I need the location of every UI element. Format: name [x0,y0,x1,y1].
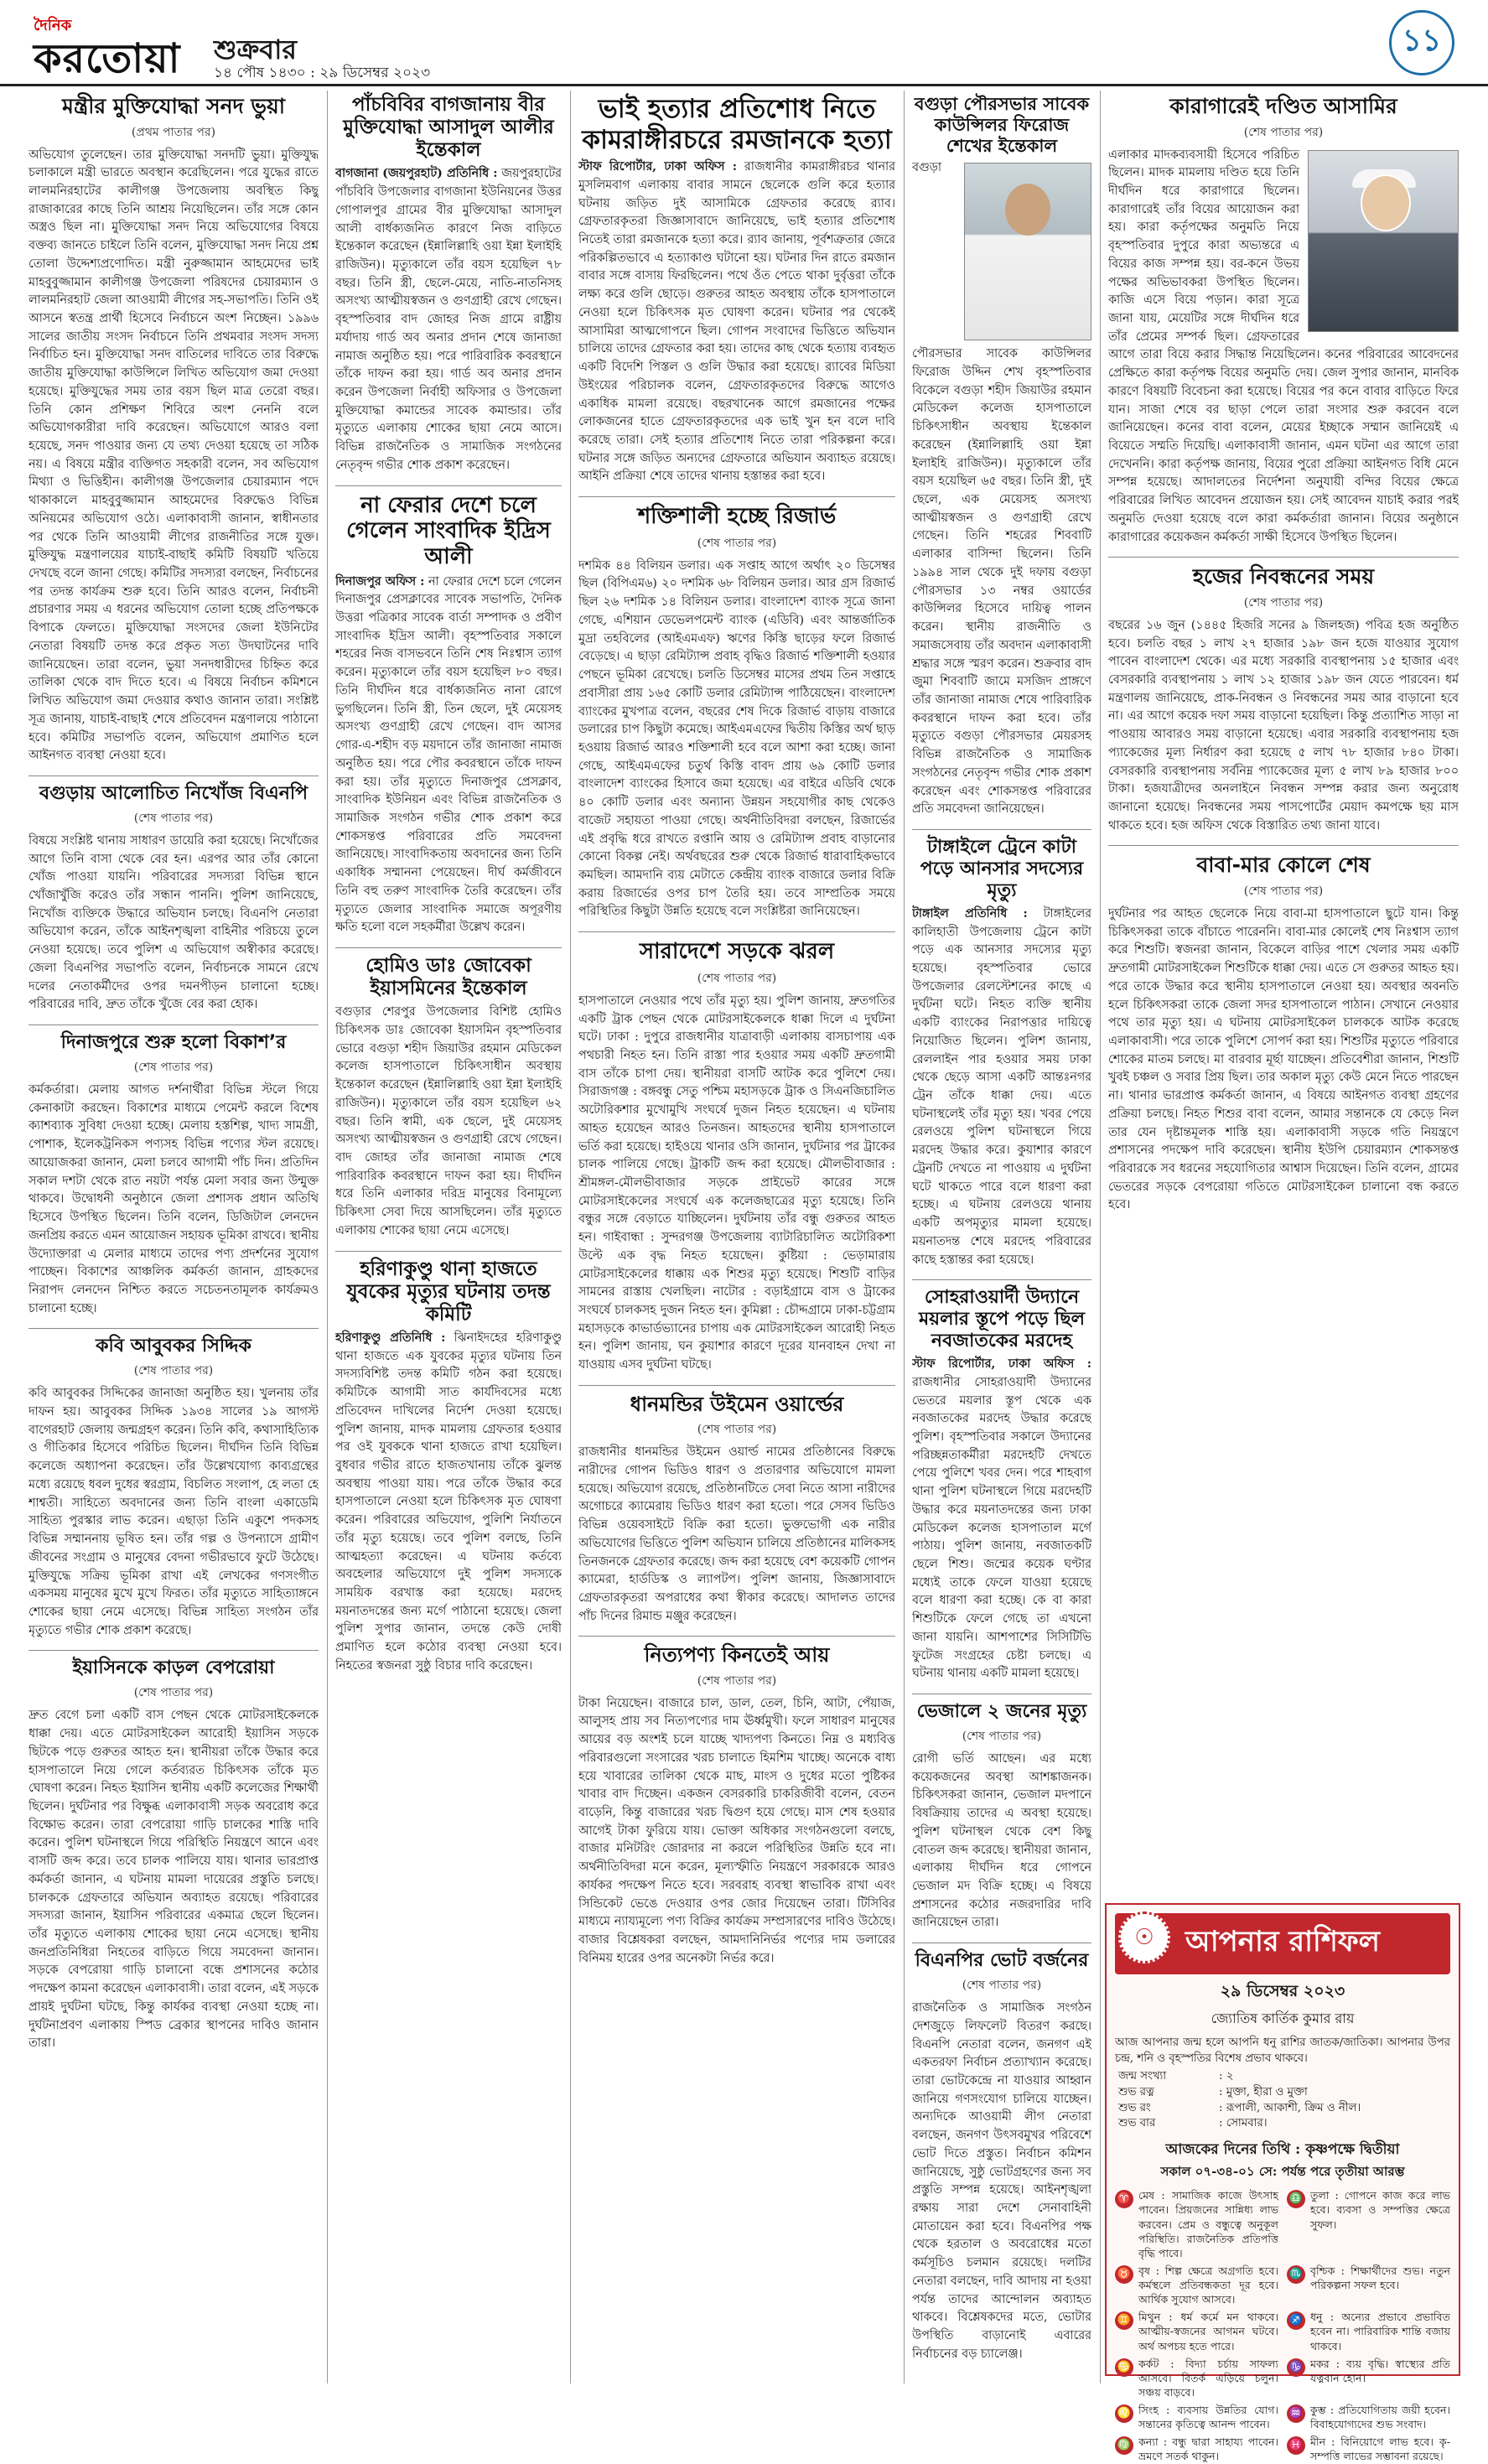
article-body: দশমিক ৪৪ বিলিয়ন ডলার। এক সপ্তাহ আগে অর্থাৎ ২০ ডিসেম্বর ছিল (বিপিএম৬) ২০ দশমিক ৬৮ বিলিয়ন ডলার। আর গ্রস রিজার্ভ ছিল ২৬ দশমিক ১৪ বিলিয়ন ডলার। বাংলাদেশ ব্যাংক সূত্রে জানা গেছে, এশিয়ান ডেভেলপমেন্ট ব্যাংক (এডিবি) এবং আন্তর্জাতিক মুদ্রা তহবিলের (আইএমএফ) ঋণের কিস্তি ছাড়ের ফলে রিজার্ভ বেড়েছে। এ ছাড়া রেমিট্যান্স প্রবাহ বৃদ্ধিও রিজার্ভ শক্তিশালী হওয়ার পেছনে ভূমিকা রেখেছে। চলতি ডিসেম্বর মাসের প্রথম তিন সপ্তাহে প্রবাসীরা প্রায় ১৬৫ কোটি ডলার রেমিট্যান্স পাঠিয়েছেন। বাংলাদেশ ব্যাংকের মুখপাত্র বলেন, বছরের শেষ দিকে রিজার্ভ বাড়ায় বাজারে ডলারের চাপ কিছুটা কমেছে। আইএমএফের দ্বিতীয় কিস্তির অর্থ ছাড় হওয়ায় রিজার্ভ আরও শক্তিশালী হবে বলে আশা করা হচ্ছে। জানা গেছে, আইএমএফের চতুর্থ কিস্তি বাবদ প্রায় ৬৯ কোটি ডলার বাংলাদেশ ব্যাংকের হিসাবে জমা হয়েছে। এর বাইরে এডিবি থেকে ৪০ কোটি ডলার এবং অন্যান্য উন্নয়ন সহযোগীর কাছ থেকেও বাজেট সহায়তা পাওয়া গেছে। অর্থনীতিবিদরা বলছেন, রিজার্ভের এই প্রবৃদ্ধি ধরে রাখতে রপ্তানি আয় ও রেমিট্যান্স প্রবাহ বাড়ানোর কোনো বিকল্প নেই। অর্থবছরের শুরু থেকে রিজার্ভ ধারাবাহিকভাবে কমছিল। আমদানি ব্যয় মেটাতে কেন্দ্রীয় ব্যাংক বাজারে ডলার বিক্রি করায় রিজার্ভের ওপর চাপ তৈরি হয়। তবে সাম্প্রতিক সময়ে পরিস্থিতির কিছুটা উন্নতি হয়েছে বলে সংশ্লিষ্টরা জানিয়েছেন। [578,558,895,919]
sagittarius-icon: ♐ [1287,2311,1305,2330]
headline: নিত্যপণ্য কিনতেই আয় [644,1643,830,1668]
continuation-note: (শেষ পাতার পর) [697,1423,777,1437]
divider [335,1251,562,1252]
article-body: দুর্ঘটনার পর আহত ছেলেকে নিয়ে বাবা-মা হাসপাতালে ছুটে যান। কিন্তু চিকিৎসকরা তাকে বাঁচাতে পারেননি। বাবা-মার কোলেই শেষ নিঃশ্বাস ত্যাগ করে শিশুটি। স্বজনরা জানান, বিকেলে বাড়ির পাশে খেলার সময় একটি দ্রুতগামী মোটরসাইকেল শিশুটিকে ধাক্কা দেয়। এতে সে গুরুতর আহত হয়। পরে তাকে উদ্ধার করে স্থানীয় হাসপাতালে নেওয়া হয়। অবস্থার অবনতি হলে চিকিৎসকরা তাকে জেলা সদর হাসপাতালে পাঠান। সেখানে নেওয়ার পথে তার মৃত্যু হয়। এ ঘটনায় মোটরসাইকেল চালককে আটক করেছে এলাকাবাসী। পরে তাকে পুলিশে সোপর্দ করা হয়। শিশুটির মৃত্যুতে পরিবারে শোকের মাতম চলছে। মা বারবার মূর্ছা যাচ্ছেন। প্রতিবেশীরা জানান, শিশুটি খুবই চঞ্চল ও সবার প্রিয় ছিল। তার অকাল মৃত্যু কেউ মেনে নিতে পারছেন না। থানার ভারপ্রাপ্ত কর্মকর্তা জানান, এ বিষয়ে আইনগত ব্যবস্থা গ্রহণের প্রক্রিয়া চলছে। নিহত শিশুর বাবা বলেন, আমার সন্তানকে যে কেড়ে নিল তার যেন দৃষ্টান্তমূলক শাস্তি হয়। এলাকাবাসী সড়কে গতি নিয়ন্ত্রণে প্রশাসনের পদক্ষেপ দাবি করেছেন। স্থানীয় ইউপি চেয়ারম্যান শোকসন্তপ্ত পরিবারকে সব ধরনের সহযোগিতার আশ্বাস দিয়েছেন। তিনি বলেন, গ্রামের ভেতরের সড়কে বেপরোয়া গতিতে মোটরসাইকেল চালানো বন্ধ করতে হবে। [1108,906,1459,1212]
issue-day: শুক্রবার [214,34,297,65]
headline: হরিণাকুণ্ডু থানা হাজতে যুবকের মৃত্যুর ঘটনায় তদন্ত কমিটি [346,1258,551,1325]
divider [29,1650,319,1651]
headline: বাবা-মার কোলে শেষ [1196,853,1371,878]
article-adulteration-deaths[interactable] [912,1701,1091,1932]
horoscope-date: ২৯ ডিসেম্বর ২০২৩ [1220,1982,1345,2000]
lucky-value: : রূপালী, আকাশী, ক্রিম ও নীল। [1219,2101,1361,2114]
article-kamrangirchar-murder[interactable] [578,94,895,486]
article-text: রাজধানীর কামরাঙ্গীরচর থানার মুসলিমবাগ এলাকায় বাবার সামনে ছেলেকে গুলি করে হত্যার ঘটনায় জড়িত দুই আসামিকে গ্রেফতার করেছে র‌্যাব। গ্রেফতারকৃতরা জিজ্ঞাসাবাদে জানিয়েছে, ভাই হত্যার প্রতিশোধ নিতেই তারা রমজানকে হত্যা করে। র‌্যাব জানায়, পূর্বশত্রুতার জেরে পরিকল্পিতভাবে এ হত্যাকাণ্ড ঘটানো হয়। ঘটনার দিন রাতে রমজান বাবার সঙ্গে বাসায় ফিরছিলেন। পথে ওঁত পেতে থাকা দুর্বৃত্তরা তাঁকে লক্ষ্য করে গুলি ছোড়ে। গুরুতর আহত অবস্থায় তাঁকে হাসপাতালে নেওয়া হলে চিকিৎসক মৃত ঘোষণা করেন। ঘটনার পর থেকেই আসামিরা আত্মগোপনে ছিল। গোপন সংবাদের ভিত্তিতে অভিযান চালিয়ে তাদের গ্রেফতার করা হয়। তাদের কাছ থেকে হত্যায় ব্যবহৃত একটি বিদেশি পিস্তল ও গুলি উদ্ধার করা হয়েছে। র‌্যাবের মিডিয়া উইংয়ের পরিচালক বলেন, গ্রেফতারকৃতদের বিরুদ্ধে আগেও একাধিক মামলা রয়েছে। বছরখানেক আগে রমজানের পক্ষের লোকজনের হাতে গ্রেফতারকৃতদের এক ভাই খুন হন বলে দাবি করেছে তারা। সেই হত্যার প্রতিশোধ নিতে তারা পরিকল্পনা করে। ঘটনার সঙ্গে জড়িত অন্যদের গ্রেফতারে অভিযান অব্যাহত রয়েছে। আইনি প্রক্রিয়া শেষে তাদের থানায় হস্তান্তর করা হবে। [578,160,895,484]
divider [912,1279,1091,1280]
continuation-note: (প্রথম পাতার পর) [131,125,216,139]
divider [335,485,562,486]
continuation-note: (শেষ পাতার পর) [1243,125,1324,139]
sign-gemini [1115,2310,1278,2352]
divider [29,1328,319,1329]
continuation-note: (শেষ পাতার পর) [1243,884,1324,898]
continuation-note: (শেষ পাতার পর) [133,1364,214,1378]
tithi: আজকের দিনের তিথি : কৃষ্ণপক্ষে দ্বিতীয়া [1165,2141,1400,2159]
column-divider [327,91,328,2384]
horoscope-intro: আজ আপনার জন্ম হলে আপনি ধনু রাশির জাতক/জাতিকা। আপনার উপর চন্দ্র, শনি ও বৃহস্পতির বিশেষ প্রভাব থাকবে। [1115,2036,1450,2065]
article-poet-abubakar[interactable] [29,1336,319,1640]
article-body: অভিযোগ তুলেছেন। তার মুক্তিযোদ্ধা সনদটি ভুয়া। মুক্তিযুদ্ধ চলাকালে মন্ত্রী ভারতে অবস্থান করেছিলেন। পরে যুদ্ধের রাতে লালমনিরহাটের কালীগঞ্জ উপজেলায় অবস্থিত কিছু রাজাকারের কাছে তিনি আশ্রয় নিয়েছিলেন। তাঁর সঙ্গে কোন অস্ত্রও ছিল না। মুক্তিযোদ্ধা সনদ নিয়ে অভিযোগের বিষয়ে বক্তব্য জানতে চাইলে তিনি বলেন, মুক্তিযোদ্ধা সনদ নিয়ে প্রশ্ন তোলা উদ্দেশ্যপ্রণোদিত। মন্ত্রী নুরুজ্জামান আহমেদের ভাই মাহবুবুজ্জামান কালীগঞ্জ উপজেলা পরিষদের চেয়ারম্যান ও লালমনিরহাট জেলা আওয়ামী লীগের সহ-সভাপতি। তিনি ওই আসনে স্বতন্ত্র প্রার্থী হিসেবে নির্বাচনে অংশ নিচ্ছেন। ১৯৯৬ সালের জাতীয় সংসদ নির্বাচনে তিনি প্রথমবার সংসদ সদস্য নির্বাচিত হন। মুক্তিযোদ্ধা সনদ বাতিলের দাবিতে তার বিরুদ্ধে জাতীয় মুক্তিযোদ্ধা কাউন্সিলে লিখিত অভিযোগ জমা দেওয়া হয়েছে। মুক্তিযুদ্ধের সময় তার বয়স ছিল মাত্র তেরো বছর। তিনি কোন প্রশিক্ষণ শিবিরে অংশ নেননি বলে অভিযোগকারীরা দাবি করেছেন। অভিযোগে আরও বলা হয়েছে, সনদ পাওয়ার জন্য যে তথ্য দেওয়া হয়েছে তা সঠিক নয়। এ বিষয়ে মন্ত্রীর ব্যক্তিগত সহকারী বলেন, সব অভিযোগ মিথ্যা ও ভিত্তিহীন। কালীগঞ্জ উপজেলার চেয়ারম্যান পদে থাকাকালে মাহবুবুজ্জামান আহমেদের বিরুদ্ধেও বিভিন্ন অনিয়মের অভিযোগ ওঠে। এলাকাবাসী জানান, স্বাধীনতার পর থেকে তিনি আওয়ামী লীগের রাজনীতির সঙ্গে যুক্ত। মুক্তিযুদ্ধ মন্ত্রণালয়ের যাচাই-বাছাই কমিটি বিষয়টি খতিয়ে দেখছে বলে জানা গেছে। কমিটির সদস্যরা বলছেন, নির্বাচনের পর তদন্ত কার্যক্রম শুরু হবে। তিনি আরও বলেন, নির্বাচনী প্রচারণার সময় এ ধরনের অভিযোগ তোলা হচ্ছে প্রতিপক্ষকে বিপাকে ফেলতে। মুক্তিযোদ্ধা সংসদের জেলা ইউনিটের নেতারা বিষয়টি তদন্ত করে প্রকৃত সত্য উদঘাটনের দাবি জানিয়েছেন। তারা বলেন, ভুয়া সনদধারীদের চিহ্নিত করে তালিকা থেকে বাদ দিতে হবে। এ বিষয়ে নির্বাচন কমিশনে লিখিত অভিযোগ জমা দেওয়ার কথাও জানান তারা। সংশ্লিষ্ট সূত্র জানায়, যাচাই-বাছাই শেষে প্রতিবেদন মন্ত্রণালয়ে পাঠানো হবে। কমিটির সভাপতি বলেন, অভিযোগ প্রমাণিত হলে আইনগত ব্যবস্থা নেওয়া হবে। [29,148,319,763]
article-commodity-income[interactable] [578,1643,895,1968]
article-harinakunda-custody[interactable] [335,1258,562,1676]
headline: পাঁচবিবির বাগজানায় বীর মুক্তিযোদ্ধা আসাদুল আলীর ইন্তেকাল [343,94,554,162]
sign-pisces [1287,2435,1450,2463]
horoscope-title: আপনার রাশিফল [1115,1913,1450,1974]
headline: কারাগারেই দণ্ডিত আসামির [1169,94,1397,118]
article-body: রোগী ভর্তি আছেন। এর মধ্যে কয়েকজনের অবস্থা আশঙ্কাজনক। চিকিৎসকরা জানান, ভেজাল মদপানে বিষক্রিয়ায় তাদের এ অবস্থা হয়েছে। পুলিশ ঘটনাস্থল থেকে বেশ কিছু বোতল জব্দ করেছে। স্থানীয়রা জানান, এলাকায় দীর্ঘদিন ধরে গোপনে ভেজাল মদ বিক্রি হচ্ছে। এ বিষয়ে প্রশাসনের কঠোর নজরদারির দাবি জানিয়েছেন তারা। [912,1751,1091,1930]
article-body [335,573,562,937]
masthead [0,0,1488,86]
article-body [578,158,895,486]
logo-prefix: দৈনিক [34,17,72,34]
article-text: ঝিনাইদহের হরিণাকুণ্ডু থানা হাজতে এক যুবকের মৃত্যুর ঘটনায় তিন সদস্যবিশিষ্ট তদন্ত কমিটি গঠন করা হয়েছে। কমিটিকে আগামী সাত কার্যদিবসের মধ্যে প্রতিবেদন দাখিলের নির্দেশ দেওয়া হয়েছে। পুলিশ জানায়, মাদক মামলায় গ্রেফতার হওয়ার পর ওই যুবককে থানা হাজতে রাখা হয়েছিল। বুধবার গভীর রাতে হাজতখানায় তাঁকে ঝুলন্ত অবস্থায় পাওয়া যায়। পরে তাঁকে উদ্ধার করে হাসপাতালে নেওয়া হলে চিকিৎসক মৃত ঘোষণা করেন। পরিবারের অভিযোগ, পুলিশি নির্যাতনে তাঁর মৃত্যু হয়েছে। তবে পুলিশ বলছে, তিনি আত্মহত্যা করেছেন। এ ঘটনায় কর্তব্যে অবহেলার অভিযোগে দুই পুলিশ সদস্যকে সাময়িক বরখাস্ত করা হয়েছে। মরদেহ ময়নাতদন্তের জন্য মর্গে পাঠানো হয়েছে। জেলা পুলিশ সুপার জানান, তদন্তে কেউ দোষী প্রমাণিত হলে কঠোর ব্যবস্থা নেওয়া হবে। নিহতের স্বজনরা সুষ্ঠু বিচার দাবি করেছেন। [335,1331,562,1673]
libra-icon: ♎ [1287,2190,1305,2208]
pisces-icon: ♓ [1287,2436,1305,2455]
sign-text: কুম্ভ : প্রতিযোগিতায় জয়ী হবেন। বিবাহযোগ্যদের শুভ সংবাদ। [1310,2404,1450,2431]
article-tangail-train[interactable] [912,837,1091,1269]
sign-aries [1115,2188,1278,2260]
lucky-key: শুভ বার [1118,2117,1156,2130]
aquarius-icon: ♒ [1287,2404,1305,2423]
cancer-icon: ♋ [1115,2358,1133,2377]
councilor-photo [964,163,1091,340]
article-bnp-boycott[interactable] [912,1950,1091,2363]
horoscope-box[interactable] [1105,1903,1460,2463]
leo-icon: ♌ [1115,2404,1133,2423]
newspaper-logo[interactable]: করতোয়া [34,35,181,82]
headline: বগুড়া পৌরসভার সাবেক কাউন্সিলর ফিরোজ শেখের ইন্তেকাল [914,94,1090,156]
article-bogura-missing-bnp[interactable] [29,783,319,1014]
continuation-note: (শেষ পাতার পর) [697,971,777,985]
article-body [335,1330,562,1676]
continuation-note: (শেষ পাতার পর) [1243,595,1324,610]
lucky-value: : মুক্তা, হীরা ও মুক্তা [1219,2085,1308,2098]
sign-libra [1287,2188,1450,2260]
headline: ধানমন্ডির উইমেন ওয়ার্ল্ডের [630,1392,844,1416]
article-reserve[interactable] [578,504,895,921]
continuation-note: (শেষ পাতার পর) [962,1979,1042,1993]
sign-capricorn [1287,2357,1450,2399]
headline: ভাই হত্যার প্রতিশোধ নিতে কামরাঙ্গীরচরে রমজানকে হত্যা [582,94,892,155]
divider [578,931,895,932]
virgo-icon: ♍ [1115,2436,1133,2455]
article-homeo-doctor[interactable] [335,955,562,1241]
headline: দিনাজপুরে শুরু হলো বিকাশ’র [60,1032,287,1054]
article-yasin-reckless[interactable] [29,1657,319,2053]
sign-aquarius [1287,2403,1450,2431]
article-journalist-idris[interactable] [335,493,562,937]
sign-taurus [1115,2264,1278,2306]
byline: স্টাফ রিপোর্টার, ঢাকা অফিস : [578,160,737,174]
column-divider [570,91,571,2384]
continuation-note: (শেষ পাতার পর) [133,1061,214,1075]
article-body: বগুড়া পৌরসভার সাবেক কাউন্সিলর ফিরোজ উদ্দিন শেখ বৃহস্পতিবার বিকেলে বগুড়া শহীদ জিয়াউর রহমান মেডিকেল কলেজ হাসপাতালে চিকিৎসাধীন অবস্থায় ইন্তেকাল করেছেন (ইন্নালিল্লাহি ওয়া ইন্না ইলাইহি রাজিউন)। মৃত্যুকালে তাঁর বয়স হয়েছিল ৬৫ বছর। তিনি স্ত্রী, দুই ছেলে, এক মেয়েসহ অসংখ্য আত্মীয়স্বজন ও গুণগ্রাহী রেখে গেছেন। তিনি শহরের শিববাটি এলাকার বাসিন্দা ছিলেন। তিনি ১৯৯৪ সাল থেকে দুই দফায় বগুড়া পৌরসভার ১৩ নম্বর ওয়ার্ডের কাউন্সিলর হিসেবে দায়িত্ব পালন করেন। স্থানীয় রাজনীতি ও সমাজসেবায় তাঁর অবদান এলাকাবাসী শ্রদ্ধার সঙ্গে স্মরণ করেন। শুক্রবার বাদ জুমা শিববাটি জামে মসজিদ প্রাঙ্গণে তাঁর জানাজা নামাজ শেষে পারিবারিক কবরস্থানে দাফন করা হবে। তাঁর মৃত্যুতে বগুড়া পৌরসভার মেয়রসহ বিভিন্ন রাজনৈতিক ও সামাজিক সংগঠনের নেতৃবৃন্দ গভীর শোক প্রকাশ করেছেন এবং শোকসন্তপ্ত পরিবারের প্রতি সমবেদনা জানিয়েছেন। [912,161,1091,817]
article-newborn-body[interactable] [912,1287,1091,1683]
taurus-icon: ♉ [1115,2265,1133,2284]
byline: স্টাফ রিপোর্টার, ঢাকা অফিস : [912,1357,1091,1372]
headline: সারাদেশে সড়কে ঝরল [639,939,835,965]
sign-text: মিথুন : ধর্ম কর্মে মন থাকবে। আত্মীয়-স্বজনের আগমন ঘটবে। অর্থ অপচয় হতে পারে। [1138,2311,1278,2352]
article-text: টাঙ্গাইলের কালিহাতী উপজেলায় ট্রেনে কাটা পড়ে এক আনসার সদস্যের মৃত্যু হয়েছে। বৃহস্পতিবার ভোরে উপজেলার রেলস্টেশনের কাছে এ দুর্ঘটনা ঘটে। নিহত ব্যক্তি স্থানীয় একটি ব্যাংকের নিরাপত্তার দায়িত্বে নিয়োজিত ছিলেন। পুলিশ জানায়, রেললাইন পার হওয়ার সময় ঢাকা থেকে ছেড়ে আসা একটি আন্তঃনগর ট্রেন তাঁকে ধাক্কা দেয়। এতে ঘটনাস্থলেই তাঁর মৃত্যু হয়। খবর পেয়ে রেলওয়ে পুলিশ ঘটনাস্থলে গিয়ে মরদেহ উদ্ধার করে। কুয়াশার কারণে ট্রেনটি দেখতে না পাওয়ায় এ দুর্ঘটনা ঘটে থাকতে পারে বলে ধারণা করা হচ্ছে। এ ঘটনায় রেলওয়ে থানায় একটি অপমৃত্যুর মামলা হয়েছে। ময়নাতদন্ত শেষে মরদেহ পরিবারের কাছে হস্তান্তর করা হয়েছে। [912,906,1091,1267]
zodiac-wheel-icon: ☉ [1118,1912,1170,1963]
headline: টাঙ্গাইলে ট্রেনে কাটা পড়ে আনসার সদস্যের মৃত্যু [920,836,1084,901]
byline: টাঙ্গাইল প্রতিনিধি : [912,906,1028,921]
byline: হরিণাকুণ্ডু প্রতিনিধি : [335,1331,446,1345]
sign-scorpio [1287,2264,1450,2306]
sign-text: কর্কট : বিদ্যা চর্চায় সাফল্য আসবে। বিতর্ক এড়িয়ে চলুন। সঞ্চয় বাড়বে। [1138,2357,1278,2399]
article-text: না ফেরার দেশে চলে গেলেন দিনাজপুর প্রেসক্লাবের সাবেক সভাপতি, দৈনিক উত্তরা পত্রিকার সাবেক বার্তা সম্পাদক ও প্রবীণ সাংবাদিক ইদ্রিস আলী। বৃহস্পতিবার সকালে শহরের নিজ বাসভবনে তিনি শেষ নিঃশ্বাস ত্যাগ করেন। মৃত্যুকালে তাঁর বয়স হয়েছিল ৮০ বছর। তিনি দীর্ঘদিন ধরে বার্ধক্যজনিত নানা রোগে ভুগছিলেন। তিনি স্ত্রী, তিন ছেলে, দুই মেয়েসহ অসংখ্য গুণগ্রাহী রেখে গেছেন। বাদ আসর গোর-এ-শহীদ বড় ময়দানে তাঁর জানাজা নামাজ অনুষ্ঠিত হয়। পরে পৌর কবরস্থানে তাঁকে দাফন করা হয়। তাঁর মৃত্যুতে দিনাজপুর প্রেসক্লাব, সাংবাদিক ইউনিয়ন এবং বিভিন্ন রাজনৈতিক ও সামাজিক সংগঠন গভীর শোক প্রকাশ করে শোকসন্তপ্ত পরিবারের প্রতি সমবেদনা জানিয়েছে। সাংবাদিকতায় অবদানের জন্য তিনি একাধিক সম্মাননা পেয়েছেন। দীর্ঘ কর্মজীবনে তিনি বহু তরুণ সাংবাদিক তৈরি করেছেন। তাঁর মৃত্যুতে জেলার সাংবাদিক সমাজে অপূরণীয় ক্ষতি হলো বলে সহকর্মীরা উল্লেখ করেন। [335,574,562,935]
wedding-photo [1308,150,1459,332]
article-road-accidents[interactable] [578,939,895,1375]
article-text: রাজধানীর সোহরাওয়ার্দী উদ্যানের ভেতরে ময়লার স্তূপ থেকে এক নবজাতকের মরদেহ উদ্ধার করেছে পুলিশ। বৃহস্পতিবার সকালে উদ্যানের পরিচ্ছন্নতাকর্মীরা মরদেহটি দেখতে পেয়ে পুলিশে খবর দেন। পরে শাহবাগ থানা পুলিশ ঘটনাস্থলে গিয়ে মরদেহটি উদ্ধার করে ময়নাতদন্তের জন্য ঢাকা মেডিকেল কলেজ হাসপাতাল মর্গে পাঠায়। পুলিশ জানায়, নবজাতকটি ছেলে শিশু। জন্মের কয়েক ঘণ্টার মধ্যেই তাকে ফেলে যাওয়া হয়েছে বলে ধারণা করা হচ্ছে। কে বা কারা শিশুটিকে ফেলে গেছে তা এখনো জানা যায়নি। আশপাশের সিসিটিভি ফুটেজ সংগ্রহের চেষ্টা চলছে। এ ঘটনায় থানায় একটি মামলা হয়েছে। [912,1375,1091,1681]
gemini-icon: ♊ [1115,2311,1133,2330]
sign-cancer [1115,2357,1278,2399]
lucky-row [1118,2101,1447,2117]
article-body: রাজধানীর ধানমন্ডির উইমেন ওয়ার্ল্ড নামের প্রতিষ্ঠানের বিরুদ্ধে নারীদের গোপন ভিডিও ধারণ ও প্রতারণার অভিযোগে মামলা হয়েছে। অভিযোগ রয়েছে, প্রতিষ্ঠানটিতে সেবা নিতে আসা নারীদের অগোচরে ক্যামেরায় ভিডিও ধারণ করা হতো। পরে সেসব ভিডিও বিভিন্ন ওয়েবসাইটে বিক্রি করা হতো। ভুক্তভোগী এক নারীর অভিযোগের ভিত্তিতে পুলিশ অভিযান চালিয়ে প্রতিষ্ঠানের মালিকসহ তিনজনকে গ্রেফতার করেছে। জব্দ করা হয়েছে বেশ কয়েকটি গোপন ক্যামেরা, হার্ডডিস্ক ও ল্যাপটপ। পুলিশ জানায়, জিজ্ঞাসাবাদে গ্রেফতারকৃতরা অপরাধের কথা স্বীকার করেছে। আদালত তাদের পাঁচ দিনের রিমান্ড মঞ্জুর করেছেন। [578,1445,895,1623]
article-prison-wedding[interactable] [1108,94,1459,547]
lucky-list [1107,2067,1459,2135]
tithi-time: সকাল ০৭-৩৪-০১ সে: পর্যন্ত পরে তৃতীয়া আরম্ভ [1160,2164,1405,2180]
column-4 [912,91,1091,2388]
article-councilor-death[interactable] [912,94,1091,819]
lucky-key: জন্ম সংখ্যা [1118,2069,1167,2083]
column-divider [1100,91,1101,2384]
sign-text: ধনু : অন্যের প্রভাবে প্রভাবিত হবেন না। পারিবারিক শান্তি বজায় থাকবে। [1310,2311,1450,2352]
column-1 [29,91,319,2388]
article-body: দ্রুত বেগে চলা একটি বাস পেছন থেকে মোটরসাইকেলকে ধাক্কা দেয়। এতে মোটরসাইকেল আরোহী ইয়াসিন সড়কে ছিটকে পড়ে গুরুতর আহত হন। স্থানীয়রা তাঁকে উদ্ধার করে হাসপাতালে নিয়ে গেলে কর্তব্যরত চিকিৎসক তাঁকে মৃত ঘোষণা করেন। নিহত ইয়াসিন স্থানীয় একটি কলেজের শিক্ষার্থী ছিলেন। দুর্ঘটনার পর বিক্ষুব্ধ এলাকাবাসী সড়ক অবরোধ করে বিক্ষোভ করেন। তারা বেপরোয়া গাড়ি চালকের শাস্তি দাবি করেন। পুলিশ ঘটনাস্থলে গিয়ে পরিস্থিতি নিয়ন্ত্রণে আনে এবং বাসটি জব্দ করে। তবে চালক পালিয়ে যায়। থানার ভারপ্রাপ্ত কর্মকর্তা জানান, এ ঘটনায় মামলা দায়েরের প্রস্তুতি চলছে। চালককে গ্রেফতারে অভিযান অব্যাহত রয়েছে। পরিবারের সদস্যরা জানান, ইয়াসিন পরিবারের একমাত্র ছেলে ছিলেন। তাঁর মৃত্যুতে এলাকায় শোকের ছায়া নেমে এসেছে। স্থানীয় জনপ্রতিনিধিরা নিহতের বাড়িতে গিয়ে সমবেদনা জানান। সড়কে বেপরোয়া গাড়ি চালানো বন্ধে প্রশাসনের কঠোর পদক্ষেপ কামনা করেছেন এলাকাবাসী। তারা বলেন, এই সড়কে প্রায়ই দুর্ঘটনা ঘটছে, কিন্তু কার্যকর ব্যবস্থা নেওয়া হচ্ছে না। দুর্ঘটনাপ্রবণ এলাকায় স্পিড ব্রেকার স্থাপনের দাবিও জানান তারা। [29,1709,319,2051]
continuation-note: (শেষ পাতার পর) [133,1686,214,1700]
article-body: হাসপাতালে নেওয়ার পথে তাঁর মৃত্যু হয়। পুলিশ জানায়, দ্রুতগতির একটি ট্রাক পেছন থেকে মোটরসাইকেলকে ধাক্কা দিলে এ দুর্ঘটনা ঘটে। ঢাকা : দুপুরে রাজধানীর যাত্রাবাড়ী এলাকায় বাসচাপায় এক পথচারী নিহত হন। তিনি রাস্তা পার হওয়ার সময় একটি দ্রুতগামী বাস তাঁকে চাপা দেয়। স্থানীয়রা বাসটি আটক করে পুলিশে দেয়। সিরাজগঞ্জ : বঙ্গবন্ধু সেতু পশ্চিম মহাসড়কে ট্রাক ও সিএনজিচালিত অটোরিকশার মুখোমুখি সংঘর্ষে দুজন নিহত হয়েছেন। এ ঘটনায় আহত হয়েছেন আরও তিনজন। আহতদের স্থানীয় হাসপাতালে ভর্তি করা হয়েছে। হাইওয়ে থানার ওসি জানান, দুর্ঘটনার পর ট্রাকের চালক পালিয়ে গেছে। ট্রাকটি জব্দ করা হয়েছে। মৌলভীবাজার : শ্রীমঙ্গল-মৌলভীবাজার সড়কে প্রাইভেট কারের সঙ্গে মোটরসাইকেলের সংঘর্ষে এক কলেজছাত্রের মৃত্যু হয়েছে। তিনি বন্ধুর সঙ্গে বেড়াতে যাচ্ছিলেন। দুর্ঘটনায় তাঁর বন্ধু গুরুতর আহত হন। গাইবান্ধা : সুন্দরগঞ্জ উপজেলায় ব্যাটারিচালিত অটোরিকশা উল্টে এক বৃদ্ধ নিহত হয়েছেন। কুষ্টিয়া : ভেড়ামারায় মোটরসাইকেলের ধাক্কায় এক শিশুর মৃত্যু হয়েছে। শিশুটি বাড়ির সামনের রাস্তায় খেলছিল। নাটোর : বড়াইগ্রামে বাস ও ট্রাকের সংঘর্ষে চালকসহ দুজন নিহত হন। কুমিল্লা : চৌদ্দগ্রামে ঢাকা-চট্টগ্রাম মহাসড়কে কাভার্ডভ্যানের চাপায় এক মোটরসাইকেল আরোহী নিহত হন। পুলিশ জানায়, ঘন কুয়াশার কারণে দূরের যানবাহন দেখা না যাওয়ায় এসব দুর্ঘটনা ঘটছে। [578,993,895,1372]
zodiac-signs [1107,2188,1459,2463]
continuation-note: (শেষ পাতার পর) [962,1729,1042,1743]
article-dinajpur-bkash[interactable] [29,1032,319,1318]
article-body: কর্মকর্তারা। মেলায় আগত দর্শনার্থীরা বিভিন্ন স্টলে গিয়ে কেনাকাটা করছেন। বিকাশের মাধ্যমে পেমেন্ট করলে বিশেষ ক্যাশব্যাক সুবিধা দেওয়া হচ্ছে। মেলায় হস্তশিল্প, খাদ্য সামগ্রী, পোশাক, ইলেকট্রনিকস পণ্যসহ বিভিন্ন পণ্যের স্টল রয়েছে। আয়োজকরা জানান, মেলা চলবে আগামী পাঁচ দিন। প্রতিদিন সকাল দশটা থেকে রাত নয়টা পর্যন্ত মেলা সবার জন্য উন্মুক্ত থাকবে। উদ্বোধনী অনুষ্ঠানে জেলা প্রশাসক প্রধান অতিথি হিসেবে উপস্থিত ছিলেন। তিনি বলেন, ডিজিটাল লেনদেন জনপ্রিয় করতে এমন আয়োজন সহায়ক ভূমিকা রাখবে। স্থানীয় উদ্যোক্তারা এ মেলার মাধ্যমে তাদের পণ্য প্রদর্শনের সুযোগ পাচ্ছেন। বিকাশের আঞ্চলিক কর্মকর্তা জানান, গ্রাহকদের নিরাপদ লেনদেন নিশ্চিত করতে সচেতনতামূলক কার্যক্রমও চালানো হচ্ছে। [29,1083,319,1315]
article-body: কবি আবুবকর সিদ্দিকের জানাজা অনুষ্ঠিত হয়। খুলনায় তাঁর দাফন হয়। আবুবকর সিদ্দিক ১৯৩৪ সালের ১৯ আগস্ট বাগেরহাট জেলায় জন্মগ্রহণ করেন। তিনি কবি, কথাসাহিত্যিক ও গীতিকার হিসেবে পরিচিত ছিলেন। দীর্ঘদিন তিনি বিভিন্ন কলেজে অধ্যাপনা করেছেন। তাঁর উল্লেখযোগ্য কাব্যগ্রন্থের মধ্যে রয়েছে ধবল দুধের স্বরগ্রাম, বিচলিত সংলাপ, হে লতা হে শাশ্বতী। সাহিত্যে অবদানের জন্য তিনি বাংলা একাডেমি সাহিত্য পুরস্কার লাভ করেন। এছাড়া তিনি একুশে পদকসহ বিভিন্ন সম্মাননায় ভূষিত হন। তাঁর গল্প ও উপন্যাসে গ্রামীণ জীবনের সংগ্রাম ও মানুষের বেদনা গভীরভাবে ফুটে উঠেছে। মুক্তিযুদ্ধে সক্রিয় ভূমিকা রাখা এই লেখকের গণসংগীত একসময় মানুষের মুখে মুখে ফিরত। তাঁর মৃত্যুতে সাহিত্যাঙ্গনে শোকের ছায়া নেমে এসেছে। বিভিন্ন সাহিত্য সংগঠন তাঁর মৃত্যুতে গভীর শোক প্রকাশ করেছে। [29,1387,319,1637]
headline: সোহরাওয়ার্দী উদ্যানে ময়লার স্তূপে পড়ে ছিল নবজাতকের মরদেহ [918,1287,1086,1352]
article-body: বগুড়ার শেরপুর উপজেলার বিশিষ্ট হোমিও চিকিৎসক ডাঃ জোবেকা ইয়াসমিন বৃহস্পতিবার ভোরে বগুড়া শহীদ জিয়াউর রহমান মেডিকেল কলেজ হাসপাতালে চিকিৎসাধীন অবস্থায় ইন্তেকাল করেছেন (ইন্নালিল্লাহি ওয়া ইন্না ইলাইহি রাজিউন)। মৃত্যুকালে তাঁর বয়স হয়েছিল ৬২ বছর। তিনি স্বামী, এক ছেলে, দুই মেয়েসহ অসংখ্য আত্মীয়স্বজন ও গুণগ্রাহী রেখে গেছেন। বাদ জোহর তাঁর জানাজা নামাজ শেষে পারিবারিক কবরস্থানে দাফন করা হয়। দীর্ঘদিন ধরে তিনি এলাকার দরিদ্র মানুষের বিনামূল্যে চিকিৎসা সেবা দিয়ে আসছিলেন। তাঁর মৃত্যুতে এলাকায় শোকের ছায়া নেমে এসেছে। [335,1005,562,1237]
issue-date: ১৪ পৌষ ১৪৩০ : ২৯ ডিসেম্বর ২০২৩ [214,65,431,81]
headline: না ফেরার দেশে চলে গেলেন সাংবাদিক ইদ্রিস আলী [346,492,551,569]
portrait-head [1005,184,1050,236]
lucky-value: : ২ [1219,2069,1234,2083]
divider [1108,845,1459,846]
article-body [912,905,1091,1269]
continuation-note: (শেষ পাতার পর) [697,536,777,550]
article-parents-lap[interactable] [1108,853,1459,1215]
portrait-head [1361,174,1411,231]
sign-text: বৃষ : শিল্প ক্ষেত্রে অগ্রগতি হবে। কর্মস্থলে প্রতিবন্ধকতা দূর হবে। আর্থিক সুযোগ আসবে। [1138,2264,1278,2306]
article-body [912,1356,1091,1683]
divider [1108,557,1459,558]
column-3 [578,91,895,2388]
divider [578,496,895,497]
article-body: এলাকার মাদকব্যবসায়ী হিসেবে পরিচিত ছিলেন। মাদক মামলায় দণ্ডিত হয়ে তিনি দীর্ঘদিন ধরে কারাগারে ছিলেন। কারাগারেই তাঁর বিয়ের আয়োজন করা হয়। কারা কর্তৃপক্ষের অনুমতি নিয়ে বৃহস্পতিবার দুপুরে কারা অভ্যন্তরে এ বিয়ের কাজ সম্পন্ন হয়। বর-কনে উভয় পক্ষের অভিভাবকরা উপস্থিত ছিলেন। কাজি এসে বিয়ে পড়ান। কারা সূত্রে জানা যায়, মেয়েটির সঙ্গে দীর্ঘদিন ধরে তাঁর প্রেমের সম্পর্ক ছিল। গ্রেফতারের আগে তারা বিয়ে করার সিদ্ধান্ত নিয়েছিলেন। কনের পরিবারের আবেদনের প্রেক্ষিতে কারা কর্তৃপক্ষ বিয়ের অনুমতি দেয়। জেল সুপার জানান, মানবিক কারণে বিষয়টি বিবেচনা করা হয়েছে। বিয়ের পর কনে বাবার বাড়িতে ফিরে যান। সাজা শেষে বর ছাড়া পেলে তারা সংসার শুরু করবেন বলে জানিয়েছেন। কনের বাবা বলেন, মেয়ের ইচ্ছাকে সম্মান জানিয়েই এ বিয়েতে সম্মতি দিয়েছি। এলাকাবাসী জানান, এমন ঘটনা এর আগে তারা দেখেননি। কারা কর্তৃপক্ষ জানায়, বিয়ের পুরো প্রক্রিয়া আইনগত বিধি মেনে সম্পন্ন হয়েছে। আদালতের নির্দেশনা অনুযায়ী বন্দির বিয়ের ক্ষেত্রে পরিবারের লিখিত আবেদন প্রয়োজন হয়। সেই আবেদন যাচাই করার পরই অনুমতি দেওয়া হয়েছে বলে কারা কর্মকর্তারা জানান। বিয়ের অনুষ্ঠানে কারাগারের কয়েকজন কর্মকর্তা সাক্ষী হিসেবে উপস্থিত ছিলেন। [1108,148,1459,544]
article-body: বিষয়ে সংশ্লিষ্ট থানায় সাধারণ ডায়েরি করা হয়েছে। নিখোঁজের আগে তিনি বাসা থেকে বের হন। এরপর আর তাঁর কোনো খোঁজ পাওয়া যায়নি। পরিবারের সদস্যরা বিভিন্ন স্থানে খোঁজাখুঁজি করেও তাঁর সন্ধান পাননি। পুলিশ জানিয়েছে, নিখোঁজ ব্যক্তিকে উদ্ধারে অভিযান চলছে। বিএনপি নেতারা অভিযোগ করেন, তাঁকে আইনশৃঙ্খলা বাহিনীর পরিচয়ে তুলে নেওয়া হয়েছে। তবে পুলিশ এ অভিযোগ অস্বীকার করেছে। জেলা বিএনপির সভাপতি বলেন, নির্বাচনকে সামনে রেখে দলের নেতাকর্মীদের ওপর দমনপীড়ন চালানো হচ্ছে। পরিবারের দাবি, দ্রুত তাঁকে খুঁজে বের করা হোক। [29,833,319,1012]
divider [578,1385,895,1386]
sign-text: মেষ : সামাজিক কাজে উৎসাহ পাবেন। প্রিয়জনের সান্নিধ্য লাভ করবেন। প্রেম ও বন্ধুত্বে অনুকূল পরিস্থিতি। রাজনৈতিক প্রতিপত্তি বৃদ্ধি পাবে। [1138,2189,1278,2259]
divider [335,947,562,948]
astrologer-name: জ্যোতিষ কার্তিক কুমার রায় [1211,2010,1355,2026]
article-text: জয়পুরহাটের পাঁচবিবি উপজেলার বাগজানা ইউনিয়নের উত্তর গোপালপুর গ্রামের বীর মুক্তিযোদ্ধা আসাদুল আলী বার্ধক্যজনিত কারণে নিজ বাড়িতে ইন্তেকাল করেছেন (ইন্নালিল্লাহি ওয়া ইন্না ইলাইহি রাজিউন)। মৃত্যুকালে তাঁর বয়স হয়েছিল ৭৮ বছর। তিনি স্ত্রী, ছেলে-মেয়ে, নাতি-নাতনিসহ অসংখ্য আত্মীয়স্বজন ও গুণগ্রাহী রেখে গেছেন। বৃহস্পতিবার বাদ জোহর নিজ গ্রামে রাষ্ট্রীয় মর্যাদায় গার্ড অব অনার প্রদান শেষে জানাজা নামাজ অনুষ্ঠিত হয়। পরে পারিবারিক কবরস্থানে তাঁকে দাফন করা হয়। গার্ড অব অনার প্রদান করেন উপজেলা নির্বাহী অফিসার ও উপজেলা মুক্তিযোদ্ধা কমান্ডের সাবেক কমান্ডার। তাঁর মৃত্যুতে এলাকায় শোকের ছায়া নেমে আসে। বিভিন্ন রাজনৈতিক ও সামাজিক সংগঠনের নেতৃবৃন্দ গভীর শোক প্রকাশ করেছেন। [335,167,562,472]
article-body: বছরের ১৬ জুন (১৪৪৫ হিজরি সনের ৯ জিলহজ) পবিত্র হজ অনুষ্ঠিত হবে। চলতি বছর ১ লাখ ২৭ হাজার ১৯৮ জন হজে যাওয়ার সুযোগ পাবেন বাংলাদেশ থেকে। এর মধ্যে সরকারি ব্যবস্থাপনায় ১৫ হাজার এবং বেসরকারি ব্যবস্থাপনায় ১ লাখ ১২ হাজার ১৯৮ জন যেতে পারবেন। ধর্ম মন্ত্রণালয় জানিয়েছে, প্রাক-নিবন্ধন ও নিবন্ধনের সময় আর বাড়ানো হবে না। এর আগে কয়েক দফা সময় বাড়ানো হয়েছিল। কিন্তু প্রত্যাশিত সাড়া না পাওয়ায় আবারও সময় বাড়ানো হয়েছে। এবার সরকারি ব্যবস্থাপনায় হজ প্যাকেজের মূল্য নির্ধারণ করা হয়েছে ৫ লাখ ৭৮ হাজার ৮৪০ টাকা। বেসরকারি ব্যবস্থাপনায় সর্বনিম্ন প্যাকেজের মূল্য ৫ লাখ ৮৯ হাজার ৮০০ টাকা। হজযাত্রীদের অনলাইনে নিবন্ধন সম্পন্ন করার জন্য অনুরোধ জানানো হয়েছে। নিবন্ধনের সময় পাসপোর্টের মেয়াদ কমপক্ষে ছয় মাস থাকতে হবে। হজ অফিস থেকে বিস্তারিত তথ্য জানা যাবে। [1108,618,1459,833]
sign-text: মীন : বিনিয়োগে লাভ হবে। কৃ-সম্পত্তি লাভের সম্ভাবনা রয়েছে। [1310,2435,1450,2463]
continuation-note: (শেষ পাতার পর) [697,1673,777,1688]
lucky-value: : সোমবার। [1219,2117,1268,2130]
divider [578,1636,895,1637]
lucky-row [1118,2116,1447,2132]
sign-text: তুলা : গোপনে কাজ করে লাভ হবে। ব্যবসা ও সম্পত্তির ক্ষেত্রে সুফল। [1310,2189,1450,2231]
column-divider [904,91,905,2384]
article-body: টাকা নিয়েছেন। বাজারে চাল, ডাল, তেল, চিনি, আটা, পেঁয়াজ, আলুসহ প্রায় সব নিত্যপণ্যের দাম ঊর্ধ্বমুখী। ফলে সাধারণ মানুষের আয়ের বড় অংশই চলে যাচ্ছে খাদ্যপণ্য কিনতে। নিম্ন ও মধ্যবিত্ত পরিবারগুলো সংসারের খরচ চালাতে হিমশিম খাচ্ছে। অনেকে বাধ্য হয়ে খাবারের তালিকা থেকে মাছ, মাংস ও দুধের মতো পুষ্টিকর খাবার বাদ দিচ্ছেন। একজন বেসরকারি চাকরিজীবী বলেন, বেতন বাড়েনি, কিন্তু বাজারের খরচ দ্বিগুণ হয়ে গেছে। মাস শেষ হওয়ার আগেই টাকা ফুরিয়ে যায়। ভোক্তা অধিকার সংগঠনগুলো বলছে, বাজার মনিটরিং জোরদার না করলে পরিস্থিতির উন্নতি হবে না। অর্থনীতিবিদরা মনে করেন, মূল্যস্ফীতি নিয়ন্ত্রণে সরকারকে আরও কার্যকর পদক্ষেপ নিতে হবে। সরবরাহ ব্যবস্থা স্বাভাবিক রাখা এবং সিন্ডিকেট ভেঙে দেওয়ার ওপর জোর দিয়েছেন তারা। টিসিবির মাধ্যমে ন্যায্যমূল্যে পণ্য বিক্রির কার্যক্রম সম্প্রসারণের দাবিও উঠেছে। বাজার বিশ্লেষকরা বলছেন, আমদানিনির্ভর পণ্যের দাম ডলারের বিনিময় হারের ওপর অনেকটা নির্ভর করে। [578,1696,895,1965]
lucky-row [1118,2069,1447,2085]
sign-text: মকর : ব্যয় বৃদ্ধি। স্বাস্থ্যের প্রতি যত্নবান হোন। [1310,2357,1450,2384]
article-women-world[interactable] [578,1393,895,1626]
headline: ভেজালে ২ জনের মৃত্যু [916,1701,1087,1723]
column-5 [1108,91,1459,1895]
article-freedom-fighter-certificate[interactable] [29,94,319,765]
article-freedom-fighter-death[interactable] [335,94,562,475]
byline: দিনাজপুর অফিস : [335,574,425,589]
column-2 [335,91,562,2388]
sign-sagittarius [1287,2310,1450,2352]
divider [912,829,1091,830]
scorpio-icon: ♏ [1287,2265,1305,2284]
capricorn-icon: ♑ [1287,2358,1305,2377]
headline: বগুড়ায় আলোচিত নিখোঁজ বিএনপি [39,782,308,804]
byline: বাগজানা (জয়পুরহাট) প্রতিনিধি : [335,167,498,181]
headline: শক্তিশালী হচ্ছে রিজার্ভ [637,504,837,530]
lucky-key: শুভ রং [1118,2101,1151,2114]
page-number: ১১ [1389,10,1454,75]
sign-text: কন্যা : বন্ধু দ্বারা সাহায্য পাবেন। ভ্রমণে সতর্ক থাকুন। [1138,2435,1278,2463]
headline: মন্ত্রীর মুক্তিযোদ্ধা সনদ ভুয়া [61,94,286,118]
sign-virgo [1115,2435,1278,2463]
aries-icon: ♈ [1115,2190,1133,2208]
sign-leo [1115,2403,1278,2431]
headline: হোমিও ডাঃ জোবেকা ইয়াসমিনের ইন্তেকাল [366,954,531,1000]
sign-text: বৃশ্চিক : শিক্ষার্থীদের শুভ। নতুন পরিকল্পনা সফল হবে। [1310,2264,1450,2291]
headline: কবি আবুবকর সিদ্দিক [96,1336,251,1357]
sign-text: সিংহ : ব্যবসায় উন্নতির যোগ। সন্তানের কৃতিত্বে আনন্দ পাবেন। [1138,2404,1278,2431]
article-body: রাজনৈতিক ও সামাজিক সংগঠন দেশজুড়ে লিফলেট বিতরণ করছে। বিএনপি নেতারা বলেন, জনগণ এই একতরফা নির্বাচন প্রত্যাখ্যান করেছে। তারা ভোটকেন্দ্রে না যাওয়ার আহ্বান জানিয়ে গণসংযোগ চালিয়ে যাচ্ছেন। অন্যদিকে আওয়ামী লীগ নেতারা বলছেন, জনগণ উৎসবমুখর পরিবেশে ভোট দিতে প্রস্তুত। নির্বাচন কমিশন জানিয়েছে, সুষ্ঠু ভোটগ্রহণের জন্য সব প্রস্তুতি সম্পন্ন হয়েছে। আইনশৃঙ্খলা রক্ষায় সারা দেশে সেনাবাহিনী মোতায়েন করা হবে। বিএনপির পক্ষ থেকে হরতাল ও অবরোধের মতো কর্মসূচিও চলমান রয়েছে। দলটির নেতারা বলছেন, দাবি আদায় না হওয়া পর্যন্ত তাদের আন্দোলন অব্যাহত থাকবে। বিশ্লেষকদের মতে, ভোটার উপস্থিতি বাড়ানোই এবারের নির্বাচনের বড় চ্যালেঞ্জ। [912,2001,1091,2361]
article-hajj-registration[interactable] [1108,564,1459,835]
headline: বিএনপির ভোট বর্জনের [915,1950,1089,1972]
lucky-row [1118,2085,1447,2101]
headline: ইয়াসিনকে কাড়ল বেপরোয়া [72,1657,275,1679]
continuation-note: (শেষ পাতার পর) [133,811,214,825]
article-body [335,165,562,475]
headline: হজের নিবন্ধনের সময় [1192,564,1375,589]
lucky-key: শুভ রত্ন [1118,2085,1154,2098]
